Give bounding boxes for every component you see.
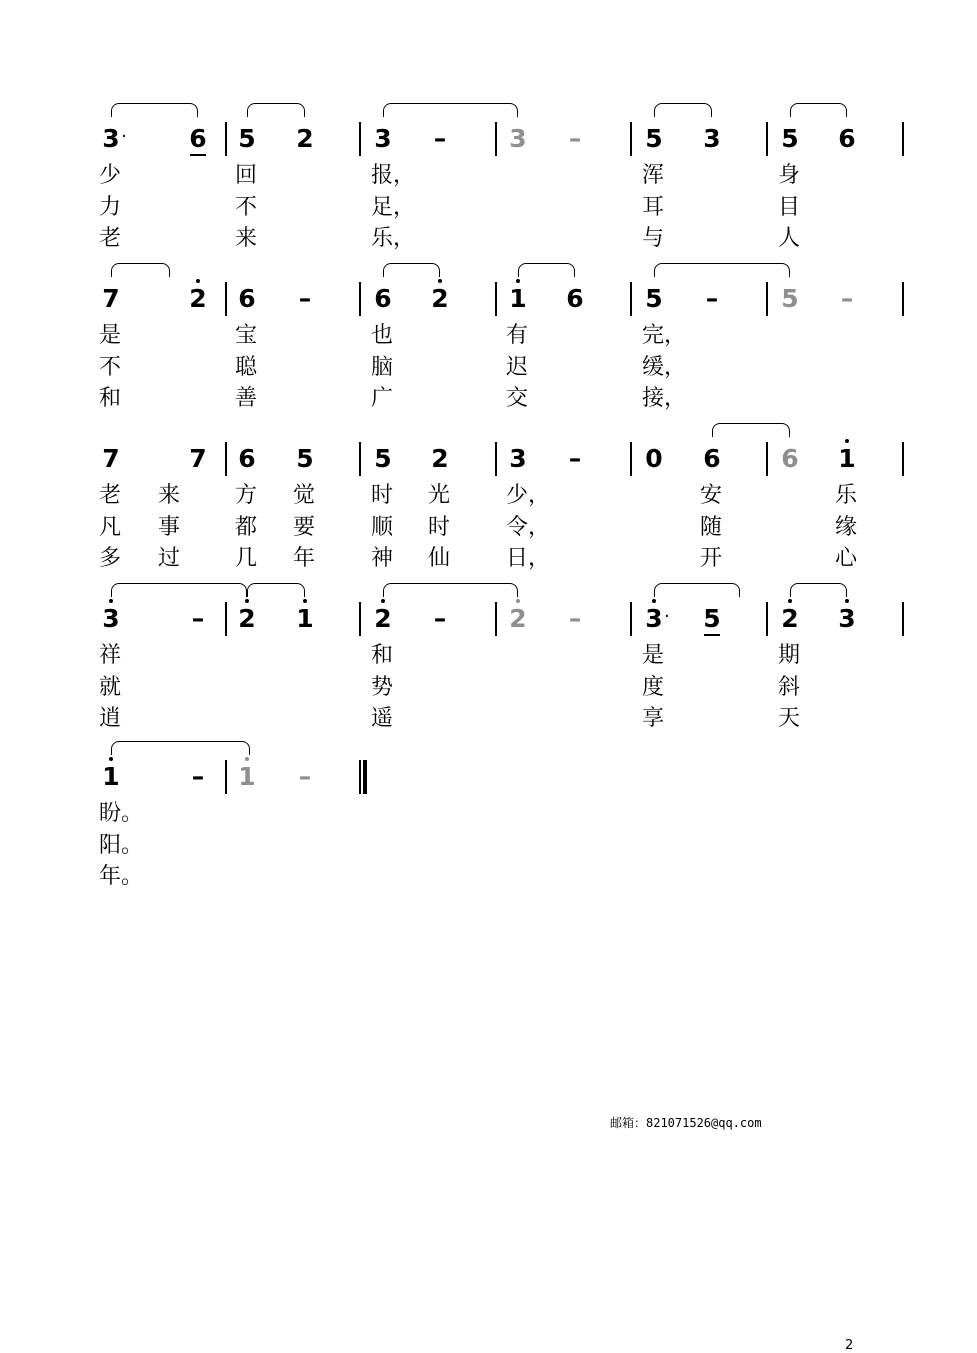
slur-arc xyxy=(518,263,575,277)
octave-dot-mark xyxy=(845,439,849,443)
octave-dot-mark xyxy=(245,757,249,761)
note-digit: 6 xyxy=(566,284,584,313)
note-digit: – xyxy=(191,604,205,633)
jianpu-note xyxy=(91,285,131,313)
jianpu-note xyxy=(285,125,325,153)
note-digit: 5 xyxy=(781,284,799,313)
lyric-syllable: 目 xyxy=(778,195,801,220)
jianpu-note xyxy=(498,285,538,313)
note-digit: 5 xyxy=(238,124,256,153)
note-digit: 6 xyxy=(838,124,856,153)
final-barline-thick xyxy=(363,760,367,794)
note-digit: – xyxy=(298,762,312,791)
barline xyxy=(225,122,227,156)
lyric-syllable: 乐 xyxy=(835,483,858,508)
jianpu-note xyxy=(498,445,538,473)
lyric-syllable: 足， xyxy=(371,195,416,220)
note-digit: 0 xyxy=(645,444,663,473)
note-digit: – xyxy=(568,604,582,633)
jianpu-note xyxy=(363,445,403,473)
lyric-syllable: 报， xyxy=(371,163,416,188)
jianpu-note xyxy=(227,605,267,633)
note-digit: – xyxy=(433,124,447,153)
note-digit: 6 xyxy=(238,284,256,313)
lyric-syllable: 斜 xyxy=(778,675,801,700)
octave-dot-mark xyxy=(845,599,849,603)
jianpu-note xyxy=(770,605,810,633)
barline xyxy=(902,122,904,156)
jianpu-note xyxy=(227,445,267,473)
lyric-syllable: 令， xyxy=(506,515,551,540)
final-barline-thin xyxy=(359,760,361,794)
jianpu-note xyxy=(178,763,218,791)
barline xyxy=(225,760,227,794)
slur-arc xyxy=(790,583,847,597)
jianpu-note xyxy=(285,763,325,791)
note-digit: 3 xyxy=(102,604,120,633)
lyric-syllable: 聪 xyxy=(235,355,258,380)
note-digit: 2 xyxy=(238,604,256,633)
octave-dot-mark xyxy=(652,599,656,603)
jianpu-note xyxy=(91,445,131,473)
jianpu-note xyxy=(634,125,674,153)
note-digit: 6 xyxy=(781,444,799,473)
lyric-syllable: 遥 xyxy=(371,706,394,731)
slur-arc xyxy=(383,263,440,277)
lyric-syllable: 时 xyxy=(371,483,394,508)
jianpu-note xyxy=(827,605,867,633)
octave-dot-mark xyxy=(516,279,520,283)
note-digit: 1 xyxy=(102,762,120,791)
lyric-syllable: 力 xyxy=(99,195,122,220)
lyric-syllable: 宝 xyxy=(235,323,258,348)
barline xyxy=(359,442,361,476)
slur-arc xyxy=(790,103,847,117)
slur-arc xyxy=(383,103,518,117)
barline xyxy=(359,602,361,636)
lyric-syllable: 势 xyxy=(371,675,394,700)
note-digit: 5 xyxy=(645,124,663,153)
jianpu-note xyxy=(363,605,403,633)
duration-underline-mark xyxy=(704,634,720,636)
lyric-syllable: 祥 xyxy=(99,643,122,668)
jianpu-note xyxy=(692,125,732,153)
lyric-syllable: 年。 xyxy=(99,864,144,889)
lyric-syllable: 期 xyxy=(778,643,801,668)
note-digit: 7 xyxy=(102,284,120,313)
note-digit: 1 xyxy=(838,444,856,473)
jianpu-note xyxy=(827,285,867,313)
barline xyxy=(495,282,497,316)
octave-dot-mark xyxy=(788,599,792,603)
barline xyxy=(902,602,904,636)
jianpu-note xyxy=(770,445,810,473)
note-digit: 6 xyxy=(703,444,721,473)
barline xyxy=(630,442,632,476)
lyric-syllable: 仙 xyxy=(428,546,451,571)
lyric-syllable: 安 xyxy=(700,483,723,508)
barline xyxy=(766,602,768,636)
octave-dot-mark xyxy=(303,599,307,603)
barline xyxy=(225,282,227,316)
note-digit: 7 xyxy=(102,444,120,473)
lyric-syllable: 顺 xyxy=(371,515,394,540)
barline xyxy=(225,602,227,636)
barline xyxy=(495,122,497,156)
jianpu-note xyxy=(363,285,403,313)
lyric-syllable: 人 xyxy=(778,226,801,251)
barline xyxy=(495,602,497,636)
lyric-syllable: 天 xyxy=(778,706,801,731)
note-digit: 1 xyxy=(296,604,314,633)
barline xyxy=(225,442,227,476)
slur-arc xyxy=(111,741,250,755)
octave-dot-mark xyxy=(516,599,520,603)
jianpu-note xyxy=(692,445,732,473)
jianpu-note xyxy=(420,605,460,633)
note-digit: 5 xyxy=(703,604,721,633)
lyric-syllable: 度 xyxy=(642,675,665,700)
jianpu-note xyxy=(770,285,810,313)
note-digit: 3 xyxy=(102,124,120,153)
note-digit: 1 xyxy=(238,762,256,791)
duration-underline-mark xyxy=(190,154,206,156)
lyric-syllable: 时 xyxy=(428,515,451,540)
note-digit: 2 xyxy=(296,124,314,153)
barline xyxy=(766,122,768,156)
lyric-syllable: 来 xyxy=(235,226,258,251)
note-digit: 2 xyxy=(374,604,392,633)
barline xyxy=(902,442,904,476)
lyric-syllable: 事 xyxy=(158,515,181,540)
lyric-syllable: 多 xyxy=(99,546,122,571)
octave-dot-mark xyxy=(109,599,113,603)
lyric-syllable: 开 xyxy=(700,546,723,571)
lyric-syllable: 善 xyxy=(235,386,258,411)
lyric-syllable: 光 xyxy=(428,483,451,508)
jianpu-note xyxy=(91,125,131,153)
lyric-syllable: 脑 xyxy=(371,355,394,380)
lyric-syllable: 少 xyxy=(99,163,122,188)
jianpu-note xyxy=(555,605,595,633)
slur-arc xyxy=(247,583,305,597)
jianpu-note xyxy=(420,445,460,473)
note-digit: 5 xyxy=(296,444,314,473)
note-digit: – xyxy=(568,444,582,473)
lyric-syllable: 随 xyxy=(700,515,723,540)
jianpu-note xyxy=(227,763,267,791)
note-digit: 3 xyxy=(838,604,856,633)
note-digit: 2 xyxy=(781,604,799,633)
jianpu-note xyxy=(178,125,218,153)
octave-dot-mark xyxy=(381,599,385,603)
octave-dot-mark xyxy=(438,279,442,283)
note-digit: 5 xyxy=(645,284,663,313)
jianpu-note xyxy=(91,605,131,633)
lyric-syllable: 方 xyxy=(235,483,258,508)
slur-arc xyxy=(712,423,790,437)
jianpu-note xyxy=(555,125,595,153)
jianpu-note xyxy=(285,285,325,313)
slur-arc xyxy=(111,583,247,597)
note-digit: – xyxy=(191,762,205,791)
slur-arc xyxy=(111,263,170,277)
jianpu-note xyxy=(827,125,867,153)
lyric-syllable: 迟 xyxy=(506,355,529,380)
note-digit: 2 xyxy=(189,284,207,313)
note-digit: 6 xyxy=(189,124,207,153)
jianpu-note xyxy=(692,605,732,633)
lyric-syllable: 老 xyxy=(99,483,122,508)
barline xyxy=(630,602,632,636)
jianpu-note xyxy=(285,445,325,473)
lyric-syllable: 不 xyxy=(235,195,258,220)
barline xyxy=(359,122,361,156)
lyric-syllable: 回 xyxy=(235,163,258,188)
note-digit: 3 xyxy=(374,124,392,153)
lyric-syllable: 广 xyxy=(371,386,394,411)
lyric-syllable: 乐， xyxy=(371,226,416,251)
note-digit: 5 xyxy=(781,124,799,153)
email-footer: 邮箱：821071526@qq.com xyxy=(610,1116,762,1130)
augmentation-dot: · xyxy=(664,606,670,627)
lyric-syllable: 都 xyxy=(235,515,258,540)
jianpu-note xyxy=(498,125,538,153)
page-number: 2 xyxy=(845,1338,854,1353)
note-digit: – xyxy=(705,284,719,313)
lyric-syllable: 和 xyxy=(371,643,394,668)
note-digit: 6 xyxy=(238,444,256,473)
barline xyxy=(630,122,632,156)
lyric-syllable: 要 xyxy=(293,515,316,540)
jianpu-note xyxy=(634,445,674,473)
lyric-syllable: 交 xyxy=(506,386,529,411)
lyric-syllable: 有 xyxy=(506,323,529,348)
note-digit: 2 xyxy=(509,604,527,633)
lyric-syllable: 过 xyxy=(158,546,181,571)
barline xyxy=(359,282,361,316)
note-digit: 5 xyxy=(374,444,392,473)
lyric-syllable: 身 xyxy=(778,163,801,188)
lyric-syllable: 是 xyxy=(642,643,665,668)
augmentation-dot: · xyxy=(121,126,127,147)
slur-arc xyxy=(111,103,198,117)
lyric-syllable: 老 xyxy=(99,226,122,251)
barline xyxy=(766,282,768,316)
lyric-syllable: 缓， xyxy=(642,355,687,380)
barline xyxy=(902,282,904,316)
note-digit: 1 xyxy=(509,284,527,313)
lyric-syllable: 年 xyxy=(293,546,316,571)
lyric-syllable: 阳。 xyxy=(99,833,144,858)
lyric-syllable: 不 xyxy=(99,355,122,380)
lyric-syllable: 就 xyxy=(99,675,122,700)
note-digit: 6 xyxy=(374,284,392,313)
jianpu-note xyxy=(285,605,325,633)
lyric-syllable: 接， xyxy=(642,386,687,411)
jianpu-note xyxy=(827,445,867,473)
note-digit: 3 xyxy=(645,604,663,633)
octave-dot-mark xyxy=(245,599,249,603)
octave-dot-mark xyxy=(196,279,200,283)
lyric-syllable: 盼。 xyxy=(99,801,144,826)
lyric-syllable: 是 xyxy=(99,323,122,348)
lyric-syllable: 和 xyxy=(99,386,122,411)
note-digit: – xyxy=(433,604,447,633)
lyric-syllable: 逍 xyxy=(99,706,122,731)
lyric-syllable: 少， xyxy=(506,483,551,508)
jianpu-note xyxy=(178,605,218,633)
slur-arc xyxy=(654,103,712,117)
lyric-syllable: 日， xyxy=(506,546,551,571)
slur-arc xyxy=(654,263,790,277)
lyric-syllable: 完， xyxy=(642,323,687,348)
lyric-syllable: 耳 xyxy=(642,195,665,220)
note-digit: 3 xyxy=(509,124,527,153)
slur-arc xyxy=(654,583,740,597)
jianpu-note xyxy=(227,125,267,153)
note-digit: – xyxy=(840,284,854,313)
jianpu-note xyxy=(227,285,267,313)
jianpu-note xyxy=(420,125,460,153)
lyric-syllable: 缘 xyxy=(835,515,858,540)
lyric-syllable: 神 xyxy=(371,546,394,571)
lyric-syllable: 来 xyxy=(158,483,181,508)
jianpu-note xyxy=(178,285,218,313)
barline xyxy=(630,282,632,316)
barline xyxy=(495,442,497,476)
octave-dot-mark xyxy=(109,757,113,761)
slur-arc xyxy=(247,103,305,117)
jianpu-note xyxy=(91,763,131,791)
jianpu-note xyxy=(178,445,218,473)
lyric-syllable: 也 xyxy=(371,323,394,348)
jianpu-note xyxy=(555,445,595,473)
note-digit: 2 xyxy=(431,284,449,313)
jianpu-note xyxy=(634,605,674,633)
jianpu-note xyxy=(555,285,595,313)
note-digit: – xyxy=(298,284,312,313)
note-digit: – xyxy=(568,124,582,153)
slur-arc xyxy=(383,583,518,597)
lyric-syllable: 几 xyxy=(235,546,258,571)
lyric-syllable: 浑 xyxy=(642,163,665,188)
jianpu-note xyxy=(420,285,460,313)
jianpu-note xyxy=(498,605,538,633)
barline xyxy=(766,442,768,476)
jianpu-note xyxy=(363,125,403,153)
note-digit: 3 xyxy=(703,124,721,153)
note-digit: 3 xyxy=(509,444,527,473)
note-digit: 2 xyxy=(431,444,449,473)
jianpu-note xyxy=(770,125,810,153)
jianpu-note xyxy=(692,285,732,313)
jianpu-note xyxy=(634,285,674,313)
lyric-syllable: 心 xyxy=(835,546,858,571)
lyric-syllable: 与 xyxy=(642,226,665,251)
note-digit: 7 xyxy=(189,444,207,473)
lyric-syllable: 凡 xyxy=(99,515,122,540)
lyric-syllable: 享 xyxy=(642,706,665,731)
lyric-syllable: 觉 xyxy=(293,483,316,508)
